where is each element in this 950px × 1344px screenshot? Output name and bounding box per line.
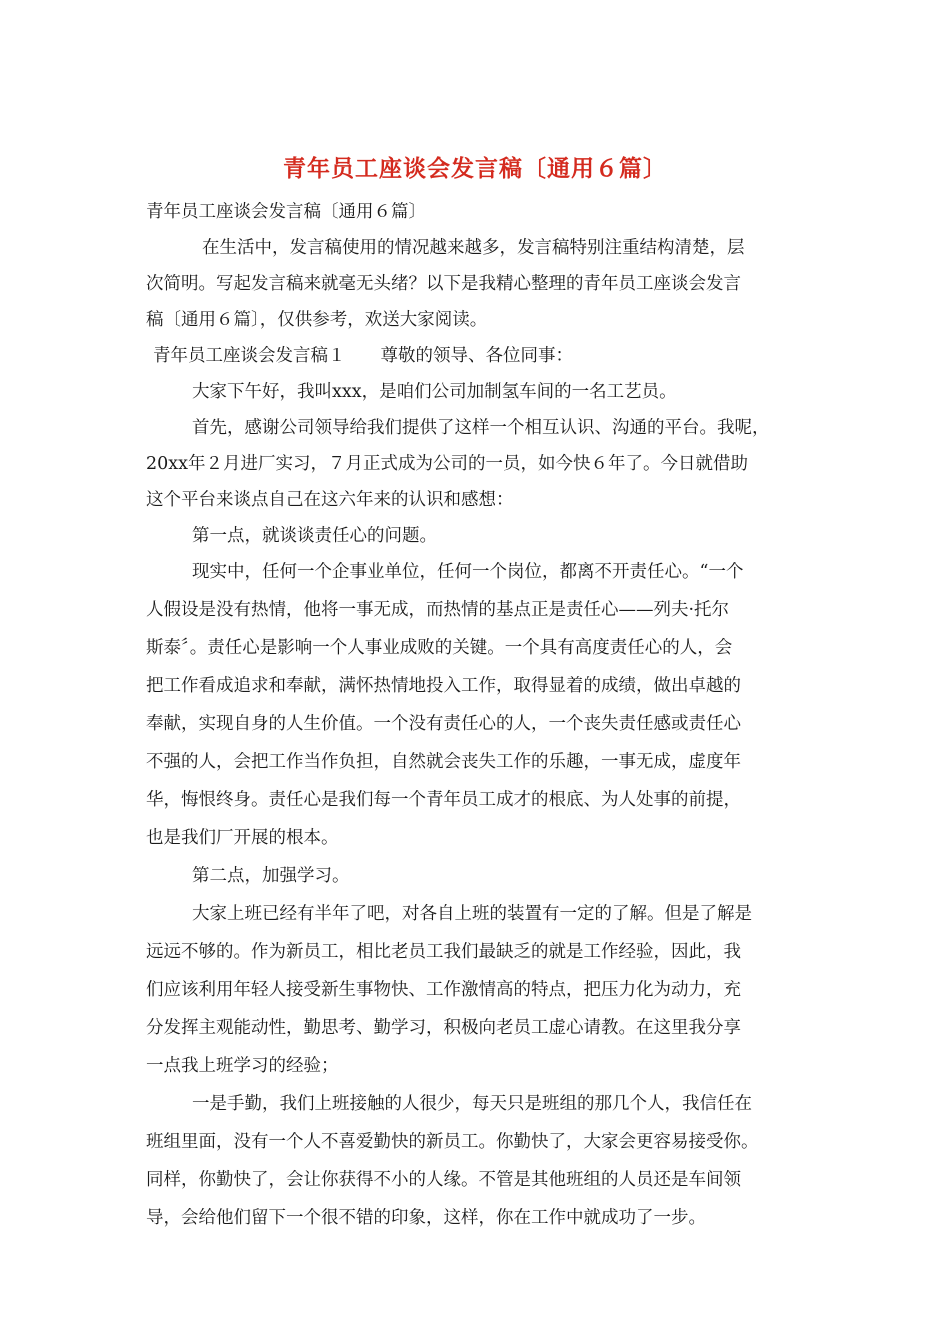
doc-line: 斯泰〞。责任心是影响一个人事业成败的关键。一个具有高度责任心的人，会 [146,638,733,658]
doc-line: 远远不够的。作为新员工，相比老员工我们最缺乏的就是工作经验，因此，我 [146,942,741,962]
doc-line: 把工作看成追求和奉献，满怀热情地投入工作，取得显着的成绩，做出卓越的 [146,676,741,696]
document-title: 青年员工座谈会发言稿〔通用６篇〕 [283,155,667,182]
doc-line: 稿〔通用６篇〕，仅供参考，欢送大家阅读。 [146,310,488,330]
doc-line: 大家下午好，我叫xxx，是咱们公司加制氢车间的一名工艺员。 [192,382,677,402]
doc-line: 第一点，就谈谈责任心的问题。 [192,526,437,546]
doc-line: 第二点，加强学习。 [192,866,350,886]
doc-line: 们应该利用年轻人接受新生事物快、工作激情高的特点，把压力化为动力，充 [146,980,741,1000]
doc-line: 一是手勤，我们上班接触的人很少，每天只是班组的那几个人，我信任在 [192,1094,752,1114]
doc-line: 人假设是没有热情，他将一事无成，而热情的基点正是责任心——列夫·托尔 [146,600,730,620]
doc-line: 不强的人，会把工作当作负担，自然就会丧失工作的乐趣，一事无成，虚度年 [146,752,741,772]
doc-line: 在生活中，发言稿使用的情况越来越多，发言稿特别注重结构清楚，层 [202,238,745,258]
doc-line: 华，悔恨终身。责任心是我们每一个青年员工成才的根底、为人处事的前提， [146,790,741,810]
doc-line: 这个平台来谈点自己在这六年来的认识和感想： [146,490,514,510]
doc-line: 现实中，任何一个企事业单位，任何一个岗位，都离不开责任心。“一个 [192,562,744,582]
doc-line: 大家上班已经有半年了吧，对各自上班的装置有一定的了解。但是了解是 [192,904,752,924]
doc-line: 班组里面，没有一个人不喜爱勤快的新员工。你勤快了，大家会更容易接受你。 [146,1132,759,1152]
doc-line: 一点我上班学习的经验； [146,1056,339,1076]
doc-line: 20xx年２月进厂实习，７月正式成为公司的一员，如今快６年了。今日就借助 [146,454,749,474]
doc-line-section-heading: 青年员工座谈会发言稿１ 尊敬的领导、各位同事： [153,346,573,366]
doc-line: 同样，你勤快了，会让你获得不小的人缘。不管是其他班组的人员还是车间领 [146,1170,741,1190]
doc-line: 导，会给他们留下一个很不错的印象，这样，你在工作中就成功了一步。 [146,1208,706,1228]
doc-line: 次简明。写起发言稿来就毫无头绪？以下是我精心整理的青年员工座谈会发言 [146,274,741,294]
doc-line: 首先，感谢公司领导给我们提供了这样一个相互认识、沟通的平台。我呢， [192,418,770,438]
doc-line: 也是我们厂开展的根本。 [146,828,339,848]
doc-line: 分发挥主观能动性，勤思考、勤学习，积极向老员工虚心请教。在这里我分享 [146,1018,741,1038]
doc-line-subtitle: 青年员工座谈会发言稿〔通用６篇〕 [146,202,426,222]
doc-line: 奉献，实现自身的人生价值。一个没有责任心的人，一个丧失责任感或责任心 [146,714,741,734]
